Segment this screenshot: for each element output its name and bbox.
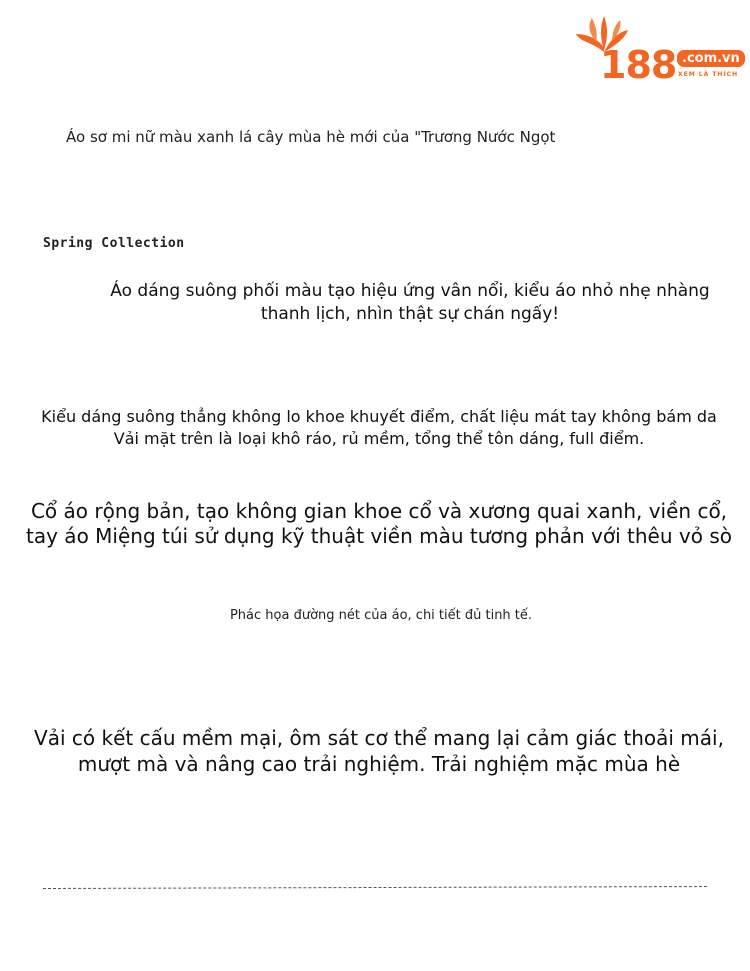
description-paragraph-1: Áo dáng suông phối màu tạo hiệu ứng vân nổi, kiểu áo nhỏ nhẹ nhàng thanh lịch, nhìn thật sự chán ngấy! [110,281,710,324]
collection-label: Spring Collection [43,236,185,251]
logo-number: 188 [600,43,677,87]
site-logo[interactable] [574,12,744,87]
dashed-divider [43,886,707,889]
description-paragraph-5: Vải có kết cấu mềm mại, ôm sát cơ thể mang lại cảm giác thoải mái, mượt mà và nâng cao trải nghiệm. Trải nghiệm mặc mùa hè [34,726,724,776]
description-paragraph-2: Kiểu dáng suông thẳng không lo khoe khuyết điểm, chất liệu mát tay không bám da Vải mặt trên là loại khô ráo, rủ mềm, tổng thể tôn dáng, full điểm. [41,407,717,448]
description-paragraph-4: Phác họa đường nét của áo, chi tiết đủ tinh tế. [229,608,533,623]
logo-domain-badge: .com.vn [677,50,745,67]
description-paragraph-3: Cổ áo rộng bản, tạo không gian khoe cổ và xương quai xanh, viền cổ, tay áo Miệng túi sử dụng kỹ thuật viền màu tương phản với thêu vỏ sò [26,499,732,548]
product-title: Áo sơ mi nữ màu xanh lá cây mùa hè mới của "Trương Nước Ngọt [66,128,556,146]
logo-tagline: XEM LÀ THÍCH [678,71,739,78]
